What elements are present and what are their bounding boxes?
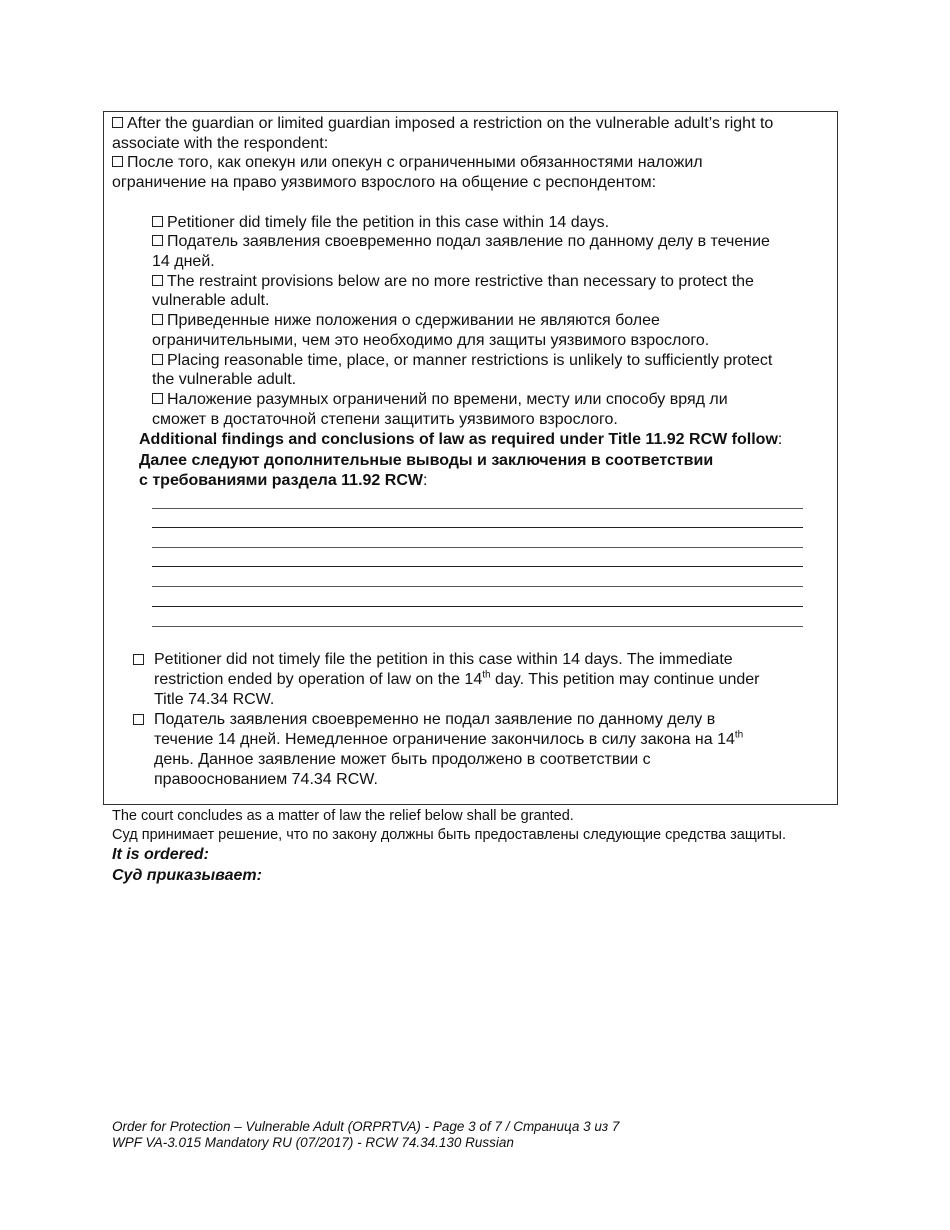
additional-findings-en: Additional findings and conclusions of law as required under Title 11.92 RCW follow:	[139, 431, 783, 448]
checkbox-item1[interactable]	[152, 216, 163, 227]
additional-findings-ru-line2: с требованиями раздела 11.92 RCW:	[139, 472, 428, 489]
item2-en-line1: The restraint provisions below are no more restrictive than necessary to protect the	[152, 272, 754, 292]
checkbox-item1-ru[interactable]	[152, 235, 163, 246]
item1-ru-line1: Податель заявления своевременно подал заявление по данному делу в течение	[152, 232, 770, 252]
section-b-en-line3: Title 74.34 RCW.	[154, 691, 275, 708]
section-b-ru-line3: день. Данное заявление может быть продолжено в соответствии с	[154, 751, 651, 768]
blank-line-1[interactable]	[152, 508, 803, 509]
blank-line-3[interactable]	[152, 547, 803, 548]
footer-line1: Order for Protection – Vulnerable Adult (ORPRTVA) - Page 3 of 7 / Страница 3 из 7	[112, 1119, 620, 1134]
item3-ru-line2: сможет в достаточной степени защитить уязвимого взрослого.	[152, 411, 618, 428]
section-a-ru-line1: После того, как опекун или опекун с ограниченными обязанностями наложил	[112, 153, 703, 173]
checkbox-section-b[interactable]	[133, 654, 144, 665]
conclusion-en: The court concludes as a matter of law the relief below shall be granted.	[112, 808, 574, 824]
checkbox-section-b-ru[interactable]	[133, 714, 144, 725]
checkbox-item2[interactable]	[152, 275, 163, 286]
item2-en-line2: vulnerable adult.	[152, 292, 270, 309]
blank-line-2[interactable]	[152, 527, 803, 528]
section-a-ru-line2: ограничение на право уязвимого взрослого на общение с респондентом:	[112, 174, 657, 191]
item1-ru-line2: 14 дней.	[152, 253, 215, 270]
section-b-ru-line1: Податель заявления своевременно не подал заявление по данному делу в	[154, 711, 716, 728]
checkbox-section-a[interactable]	[112, 117, 123, 128]
checkbox-item2-ru[interactable]	[152, 314, 163, 325]
ordered-en: It is ordered:	[112, 846, 209, 863]
ordered-ru: Суд приказывает:	[112, 867, 262, 884]
checkbox-section-a-ru[interactable]	[112, 156, 123, 167]
conclusion-ru: Суд принимает решение, что по закону должны быть предоставлены следующие средства защиты.	[112, 827, 786, 843]
section-b-en-line1: Petitioner did not timely file the petition in this case within 14 days. The immediate	[154, 651, 733, 668]
item3-en-line1: Placing reasonable time, place, or manner restrictions is unlikely to sufficiently protect	[152, 351, 772, 371]
section-a-en-line1: After the guardian or limited guardian imposed a restriction on the vulnerable adult’s right to	[112, 114, 773, 134]
section-a-en-line2: associate with the respondent:	[112, 135, 329, 152]
additional-findings-ru-line1: Далее следуют дополнительные выводы и заключения в соответствии	[139, 452, 714, 469]
checkbox-item3[interactable]	[152, 354, 163, 365]
blank-line-5[interactable]	[152, 586, 803, 587]
section-b-ru-line2: течение 14 дней. Немедленное ограничение закончилось в силу закона на 14th	[154, 729, 744, 748]
item2-ru-line1: Приведенные ниже положения о сдерживании не являются более	[152, 311, 660, 331]
item3-en-line2: the vulnerable adult.	[152, 371, 297, 388]
blank-line-4[interactable]	[152, 566, 803, 567]
checkbox-item3-ru[interactable]	[152, 393, 163, 404]
item1-en: Petitioner did timely file the petition in this case within 14 days.	[152, 213, 609, 233]
blank-line-6[interactable]	[152, 606, 803, 607]
footer-line2: WPF VA-3.015 Mandatory RU (07/2017) - RCW 74.34.130 Russian	[112, 1135, 514, 1150]
section-b-ru-line4: правооснованием 74.34 RCW.	[154, 771, 378, 788]
item3-ru-line1: Наложение разумных ограничений по времени, месту или способу вряд ли	[152, 390, 728, 410]
blank-line-7[interactable]	[152, 626, 803, 627]
section-b-en-line2: restriction ended by operation of law on the 14th day. This petition may continue under	[154, 669, 760, 688]
item2-ru-line2: ограничительными, чем это необходимо для защиты уязвимого взрослого.	[152, 332, 710, 349]
